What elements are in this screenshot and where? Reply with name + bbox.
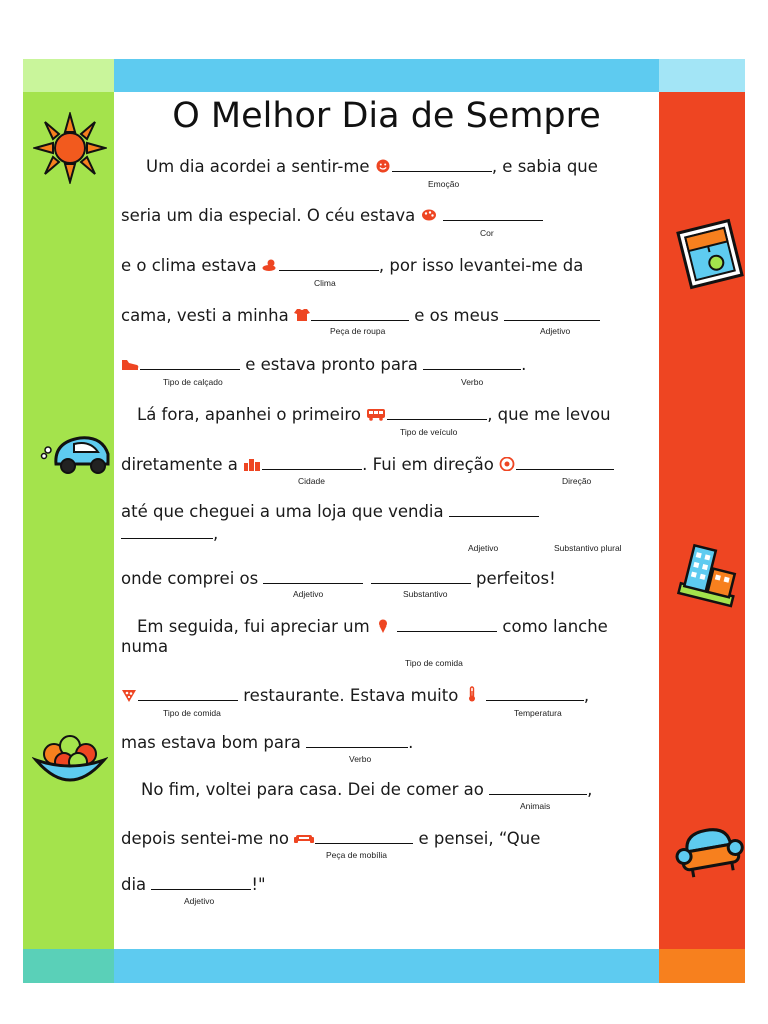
hint-label: Tipo de calçado (163, 377, 223, 387)
story-line-15 (121, 829, 540, 849)
story-text: diretamente a (121, 455, 238, 474)
story-text: e estava pronto para (245, 355, 418, 374)
story-line-11 (137, 617, 608, 637)
story-text: e o clima estava (121, 256, 257, 275)
hint-label: Animais (520, 801, 551, 811)
story-text: Lá fora, apanhei o primeiro (137, 405, 361, 424)
hint-label: Adjetivo (184, 896, 215, 906)
story-line-11b (121, 637, 168, 657)
story-line-5 (121, 355, 526, 375)
blank-adjective-4[interactable] (151, 875, 251, 890)
sun-icon (33, 112, 107, 184)
story-line-14 (141, 780, 592, 800)
story-text: até que cheguei a uma loja que vendia (121, 502, 444, 521)
shoe-icon (121, 357, 139, 371)
frame-left-bar (23, 92, 114, 949)
frame-corner-top-left (23, 59, 114, 92)
hint-label: Cor (480, 228, 494, 238)
story-line-6 (137, 405, 611, 425)
blank-verb-2[interactable] (306, 733, 408, 748)
story-text: , (583, 686, 590, 705)
blank-shoe[interactable] (140, 355, 240, 370)
story-text: numa (121, 637, 169, 656)
story-line-13 (121, 733, 413, 753)
story-text: No fim, voltei para casa. Dei de comer ao (141, 780, 484, 799)
story-text: dia (121, 875, 147, 894)
blank-temperature[interactable] (486, 686, 584, 701)
story-text: . (408, 733, 414, 752)
hint-label: Temperatura (514, 708, 562, 718)
blank-color[interactable] (443, 206, 543, 221)
hint-label: Tipo de veículo (400, 427, 458, 437)
blank-animals[interactable] (489, 780, 587, 795)
pizza-icon (121, 688, 137, 702)
thermometer-icon (464, 686, 480, 702)
hint-label: Substantivo plural (554, 543, 622, 553)
hint-label: Substantivo (403, 589, 448, 599)
hint-label: Tipo de comida (405, 658, 463, 668)
frame-top-bar (114, 59, 659, 92)
blank-food[interactable] (397, 617, 497, 632)
story-text: perfeitos! (475, 569, 556, 588)
story-line-8 (121, 502, 539, 522)
story-line-4 (121, 306, 600, 326)
emotion-icon (375, 159, 391, 173)
window-icon (674, 218, 746, 290)
couch-icon (674, 820, 746, 888)
story-line-3 (121, 256, 583, 276)
story-text: . (521, 355, 527, 374)
blank-city[interactable] (262, 455, 362, 470)
blank-vehicle[interactable] (387, 405, 487, 420)
story-line-12 (121, 686, 589, 706)
hint-label: Adjetivo (293, 589, 324, 599)
blank-clothing[interactable] (311, 306, 409, 321)
story-text: Em seguida, fui apreciar um (137, 617, 370, 636)
hint-label: Clima (314, 278, 336, 288)
frame-corner-top-right (659, 59, 745, 92)
story-text: seria um dia especial. O céu estava (121, 206, 416, 225)
page-title: O Melhor Dia de Sempre (172, 96, 601, 136)
car-icon (40, 428, 114, 478)
story-line-10 (121, 569, 556, 589)
hint-label: Direção (562, 476, 592, 486)
story-text: como lanche (502, 617, 608, 636)
story-text: cama, vesti a minha (121, 306, 289, 325)
blank-noun[interactable] (371, 569, 471, 584)
sofa-icon (294, 831, 314, 845)
blank-weather[interactable] (279, 256, 379, 271)
hint-label: Verbo (349, 754, 372, 764)
weather-icon (262, 258, 278, 272)
hint-label: Verbo (461, 377, 484, 387)
story-line-16 (121, 875, 266, 895)
blank-adjective-3[interactable] (263, 569, 363, 584)
story-text: , que me levou (487, 405, 611, 424)
hint-label: Emoção (428, 179, 460, 189)
story-text: e pensei, “Que (418, 829, 541, 848)
hint-label: Peça de mobília (326, 850, 387, 860)
hint-label: Tipo de comida (163, 708, 221, 718)
hint-label: Adjetivo (540, 326, 571, 336)
hint-label: Cidade (298, 476, 325, 486)
story-line-2 (121, 206, 543, 226)
story-text: Um dia acordei a sentir-me (146, 157, 370, 176)
blank-direction[interactable] (516, 455, 614, 470)
frame-corner-bottom-right (659, 949, 745, 983)
blank-plural-noun[interactable] (121, 524, 213, 539)
story-text: !" (251, 875, 266, 894)
story-line-9 (121, 524, 218, 544)
blank-verb[interactable] (423, 355, 521, 370)
frame-bottom-bar (114, 949, 659, 983)
ice-cream-icon (375, 619, 391, 633)
frame-corner-bottom-left (23, 949, 114, 983)
palette-icon (421, 208, 437, 222)
story-text: depois sentei-me no (121, 829, 290, 848)
story-text: mas estava bom para (121, 733, 301, 752)
fruit-bowl-icon (32, 730, 108, 792)
city-icon (243, 457, 261, 471)
bus-icon (366, 407, 386, 421)
hint-label: Adjetivo (468, 543, 499, 553)
story-line-7 (121, 455, 614, 475)
story-text: , (213, 524, 219, 543)
story-text: , e sabia que (491, 157, 598, 176)
shirt-icon (294, 308, 310, 322)
blank-food-2[interactable] (138, 686, 238, 701)
story-text: , por isso levantei-me da (378, 256, 584, 275)
story-text: restaurante. Estava muito (243, 686, 459, 705)
compass-icon (499, 457, 515, 471)
story-text: onde comprei os (121, 569, 259, 588)
blank-furniture[interactable] (315, 829, 413, 844)
hint-label: Peça de roupa (330, 326, 386, 336)
blank-adjective[interactable] (504, 306, 600, 321)
buildings-icon (674, 540, 746, 608)
story-text: , (587, 780, 593, 799)
story-text: e os meus (414, 306, 499, 325)
story-text: . Fui em direção (362, 455, 494, 474)
blank-emotion[interactable] (392, 157, 492, 172)
story-line-1 (146, 157, 598, 177)
blank-adjective-2[interactable] (449, 502, 539, 517)
